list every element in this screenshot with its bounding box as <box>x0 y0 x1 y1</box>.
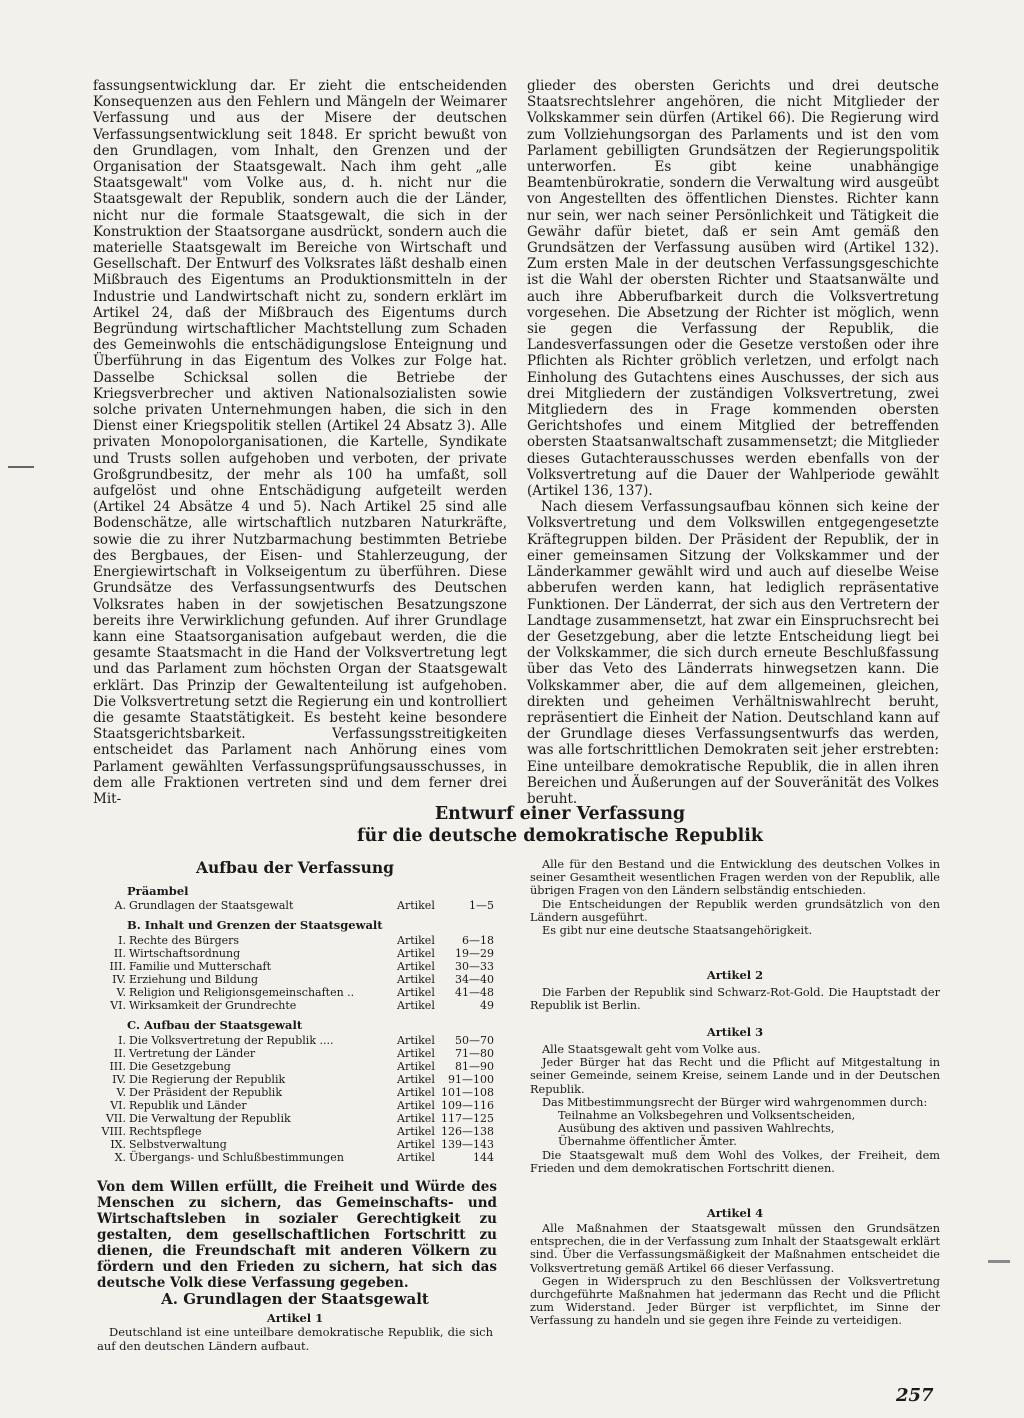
article-3-title: Artikel 3 <box>706 1025 764 1039</box>
toc-row <box>100 961 496 974</box>
list-item: Übernahme öffentlicher Ämter. <box>558 1135 737 1149</box>
toc-row-text: Familie und Mutterschaft <box>129 960 272 973</box>
toc-section-c-heading: C. Aufbau der Staatsgewalt <box>127 1018 303 1032</box>
toc-row-text: Wirtschaftsordnung <box>129 947 241 960</box>
toc-row-range: 91—100 <box>448 1073 494 1086</box>
scan-margin-mark <box>8 466 34 468</box>
article-4-body <box>530 1222 940 1328</box>
toc-row-article: Artikel <box>397 1151 435 1164</box>
toc-row-number: VI. <box>110 1099 126 1112</box>
essay-column-right <box>527 78 939 807</box>
toc-row <box>100 948 496 961</box>
toc-row-range: 6—18 <box>462 934 494 947</box>
toc-row-article: Artikel <box>397 1047 435 1060</box>
article-1-title: Artikel 1 <box>266 1311 324 1325</box>
toc-section-b-heading: B. Inhalt und Grenzen der Staatsgewalt <box>127 918 383 932</box>
page-number: 257 <box>896 1385 934 1406</box>
toc-row-number: III. <box>109 960 126 973</box>
toc-row-range: 139—143 <box>441 1138 494 1151</box>
toc-row-article: Artikel <box>397 947 435 960</box>
toc-row-article: Artikel <box>397 1138 435 1151</box>
article-paragraph: Die Staatsgewalt muß dem Wohl des Volkes, der Freiheit, dem Frieden und dem demokratischen Fortschritt dienen. <box>530 1148 940 1175</box>
toc-row-number: III. <box>109 1060 126 1073</box>
toc-row <box>100 1035 496 1048</box>
article-paragraph: Alle Staatsgewalt geht vom Volke aus. <box>542 1043 761 1056</box>
preamble-text: Von dem Willen erfüllt, die Freiheit und Würde des Menschen zu sichern, das Gemeinschafts- und Wirtschaftsleben in sozialer Gerechtigkeit zu gestalten, dem gesellschaftlichen Fortschritt zu dienen, die Freundschaft mit anderen Völkern zu fördern und den Frieden zu sichern, hat sich das deutsche Volk diese Verfassung gegeben. <box>97 1179 497 1291</box>
toc-row <box>100 1061 496 1074</box>
toc-row <box>100 1000 496 1013</box>
toc-row-range: 50—70 <box>455 1034 494 1047</box>
toc-row-number: I. <box>118 934 126 947</box>
article-paragraph: Jeder Bürger hat das Recht und die Pflicht auf Mitgestaltung in seiner Gemeinde, seinem Kreise, seinem Lande und in der Deutschen Republik. <box>530 1056 940 1096</box>
toc-title: Aufbau der Verfassung <box>196 858 394 877</box>
article-paragraph: Alle für den Bestand und die Entwicklung des deutschen Volkes in seiner Gesamtheit wesentlichen Fragen werden von der Republik, alle übrigen Fragen von den Ländern selbständig entschieden. <box>530 858 940 898</box>
essay-paragraph: fassungsentwicklung dar. Er zieht die entscheidenden Konsequenzen aus den Fehlern und Mängeln der Weimarer Verfassung und aus der Misere der deutschen Verfassungsentwicklung seit 1848. Er spricht bewußt von den Grundlagen, vom Inhalt, den Grenzen und der Organisation der Staatsgewalt. Nach ihm geht „alle Staatsgewalt" vom Volke aus, d. h. nicht nur die Staatsgewalt der Republik, sondern auch die der Länder, nicht nur die formale Staatsgewalt, die sich in der Konstruktion der Staatsorgane ausdrückt, sondern auch die materielle Staatsgewalt im Bereiche von Wirtschaft und Gesellschaft. Der Entwurf des Volksrates läßt deshalb einen Mißbrauch des Eigentums an Produktionsmitteln in der Industrie und Landwirtschaft nicht zu, sondern erklärt im Artikel 24, daß der Mißbrauch des Eigentums durch Begründung wirtschaftlicher Machtstellung zum Schaden des Gemeinwohls die entschädigungslose Enteignung und Überführung in das Eigentum des Volkes zur Folge hat. Dasselbe Schicksal sollen die Betriebe der Kriegsverbrecher und aktiven Nationalsozialisten sowie solche privaten Unternehmungen haben, die sich in den Dienst einer Kriegspolitik stellen (Artikel 24 Absatz 3). Alle privaten Monopolorganisationen, die Kartelle, Syndikate und Trusts sollen aufgehoben und verboten, der private Großgrundbesitz, der mehr als 100 ha umfaßt, soll aufgelöst und ohne Entschädigung aufgeteilt werden (Artikel 24 Absätze 4 und 5). Nach Artikel 25 sind alle Bodenschätze, alle wirtschaftlich nutzbaren Naturkräfte, sowie die zu ihrer Nutzbarmachung bestimmten Betriebe des Bergbaues, der Eisen- und Stahlerzeugung, der Energiewirtschaft in Volkseigentum zu überführen. Diese Grundsätze des Verfassungsentwurfs des Deutschen Volksrates haben in der sowjetischen Besatzungszone bereits ihre Verwirklichung gefunden. Auf ihrer Grundlage kann eine Staatsorganisation aufgebaut werden, die die gesamte Staatsmacht in die Hand der Volksvertretung legt und das Parlament zum höchsten Organ der Staatsgewalt erklärt. Das Prinzip der Gewaltenteilung ist aufgehoben. Die Volksvertretung setzt die Regierung ein und kontrolliert die gesamte Staatstätigkeit. Es besteht keine besondere Staatsgerichtsbarkeit. Verfassungsstreitigkeiten entscheidet das Parlament nach Anhörung eines vom Parlament gewählten Verfassungsprüfungsausschusses, in dem alle Fraktionen vertreten sind und dem ferner drei Mit- <box>93 78 507 807</box>
toc-row-article: Artikel <box>397 1060 435 1073</box>
toc-row-number: X. <box>114 1151 126 1164</box>
toc-row-range: 81—90 <box>455 1060 494 1073</box>
toc-row-article: Artikel <box>397 1099 435 1112</box>
toc-row-range: 34—40 <box>455 973 494 986</box>
headline-line-2: für die deutsche demokratische Republik <box>356 826 764 846</box>
toc-row-range: 30—33 <box>455 960 494 973</box>
toc-row-range: 71—80 <box>455 1047 494 1060</box>
toc-row-number: VI. <box>110 999 126 1012</box>
list-item: Teilnahme an Volksbegehren und Volksentscheiden, <box>558 1109 856 1123</box>
article-paragraph: Es gibt nur eine deutsche Staatsangehörigkeit. <box>542 924 813 938</box>
toc-row-text: Die Regierung der Republik <box>129 1073 286 1086</box>
toc-row-text: Rechtspflege <box>129 1125 202 1138</box>
article-2-title: Artikel 2 <box>706 968 764 982</box>
toc-row <box>100 1074 496 1087</box>
toc-row-range: 49 <box>480 999 494 1012</box>
toc-row-range: 109—116 <box>441 1099 494 1112</box>
toc-row-text: Die Gesetzgebung <box>129 1060 231 1073</box>
article-3-body <box>530 1043 940 1175</box>
toc-row-number: A. <box>114 899 126 912</box>
toc-row <box>100 974 496 987</box>
toc-row-range: 19—29 <box>455 947 494 960</box>
toc-row-text: Republik und Länder <box>129 1099 247 1112</box>
article-2-body <box>530 986 940 1012</box>
toc-row-text: Selbstverwaltung <box>129 1138 227 1151</box>
toc-row <box>100 1139 496 1152</box>
toc-row <box>100 900 496 913</box>
article-paragraph: Das Mitbestimmungsrecht der Bürger wird wahrgenommen durch: <box>542 1095 928 1109</box>
toc-row-number: II. <box>113 1047 126 1060</box>
toc-row-text: Vertretung der Länder <box>129 1047 256 1060</box>
toc-row-number: V. <box>116 986 126 999</box>
toc-row-text: Erziehung und Bildung <box>129 973 258 986</box>
toc-row-article: Artikel <box>397 960 435 973</box>
toc-row-article: Artikel <box>397 1073 435 1086</box>
toc-row <box>100 1126 496 1139</box>
essay-column-left <box>93 78 507 807</box>
toc-row-article: Artikel <box>397 973 435 986</box>
article-paragraph: Die Entscheidungen der Republik werden grundsätzlich von den Ländern ausgeführt. <box>530 897 940 924</box>
article-3-list <box>530 1109 940 1149</box>
toc-row-article: Artikel <box>397 1034 435 1047</box>
toc-row-text: Wirksamkeit der Grundrechte <box>129 999 297 1012</box>
toc-row <box>100 1100 496 1113</box>
toc-row-number: IX. <box>110 1138 126 1151</box>
article-paragraph: Die Farben der Republik sind Schwarz-Rot-Gold. Die Hauptstadt der Republik ist Berlin. <box>530 986 940 1013</box>
toc-row-number: IV. <box>112 973 126 986</box>
toc-row-article: Artikel <box>397 1112 435 1125</box>
toc-row-range: 1—5 <box>469 899 494 912</box>
toc-row-text: Die Verwaltung der Republik <box>129 1112 291 1125</box>
toc-row-range: 41—48 <box>455 986 494 999</box>
essay-paragraph: Nach diesem Verfassungsaufbau können sich keine der Volksvertretung und dem Volkswillen entgegengesetzte Kräftegruppen bilden. Der Präsident der Republik, der in einer gemeinsamen Sitzung der Volkskammer und der Länderkammer gewählt wird und auch auf dieselbe Weise abberufen werden kann, hat lediglich repräsentative Funktionen. Der Länderrat, der sich aus den Vertretern der Landtage zusammensetzt, hat zwar ein Einspruchsrecht bei der Gesetzgebung, aber die letzte Entscheidung liegt bei der Volkskammer, die sich durch erneute Beschlußfassung über das Veto des Länderrats hinwegsetzen kann. Die Volkskammer aber, die auf dem allgemeinen, gleichen, direkten und geheimen Verhältniswahlrecht beruht, repräsentiert die Einheit der Nation. Deutschland kann auf der Grundlage dieses Verfassungsentwurfs das werden, was alle fortschrittlichen Demokraten seit jeher erstrebten: Eine unteilbare demokratische Republik, die in allen ihren Bereichen und Äußerungen auf der Souveränität des Volkes beruht. <box>527 499 939 807</box>
toc-row <box>100 935 496 948</box>
scan-margin-mark <box>988 1260 1010 1263</box>
toc-row-article: Artikel <box>397 1125 435 1138</box>
toc-preamble: Präambel <box>127 884 189 898</box>
toc-row-article: Artikel <box>397 899 435 912</box>
toc-row-number: IV. <box>112 1073 126 1086</box>
toc-row-number: VII. <box>105 1112 126 1125</box>
article-1-continued <box>530 858 940 937</box>
toc-row <box>100 1048 496 1061</box>
toc-row-article: Artikel <box>397 986 435 999</box>
toc-row <box>100 1152 496 1165</box>
toc-row <box>100 1113 496 1126</box>
headline-line-1: Entwurf einer Verfassung <box>434 804 686 824</box>
toc-row <box>100 1087 496 1100</box>
toc-row-text: Religion und Religionsgemeinschaften .. <box>129 986 355 999</box>
article-paragraph: Gegen in Widerspruch zu den Beschlüssen der Volksvertretung durchgeführte Maßnahmen hat jedermann das Recht und die Pflicht zum Widerstand. Jeder Bürger ist verpflichtet, im Sinne der Verfassung zu handeln und sie gegen ihre Feinde zu verteidigen. <box>530 1274 940 1328</box>
toc-row-number: II. <box>113 947 126 960</box>
toc-row <box>100 987 496 1000</box>
article-4-title: Artikel 4 <box>706 1206 764 1220</box>
essay-paragraph: glieder des obersten Gerichts und drei deutsche Staatsrechtslehrer angehören, die nicht Mitglieder der Volkskammer sein dürfen (Artikel 66). Die Regierung wird zum Vollziehungsorgan des Parlaments und ist den vom Parlament gebilligten Grundsätzen der Regierungspolitik unterworfen. Es gibt keine unabhängige Beamtenbürokratie, sondern die Verwaltung wird ausgeübt von Angestellten des öffentlichen Dienstes. Richter kann nur sein, wer nach seiner Persönlichkeit und Tätigkeit die Gewähr dafür bietet, daß er sein Amt gemäß den Grundsätzen der Verfassung ausüben wird (Artikel 132). Zum ersten Male in der deutschen Verfassungsgeschichte ist die Wahl der obersten Richter und Staatsanwälte und auch ihre Abberufbarkeit durch die Volksvertretung vorgesehen. Die Absetzung der Richter ist möglich, wenn sie gegen die Verfassung der Republik, die Landesverfassungen oder die Gesetze verstoßen oder ihre Pflichten als Richter gröblich verletzen, und erfolgt nach Einholung des Gutachtens eines Auschusses, der sich aus drei Mitgliedern der zuständigen Volksvertretung, zwei Mitgliedern des in Frage kommenden obersten Gerichtshofes und einem Mitglied der betreffenden obersten Staatsanwaltschaft zusammensetzt; die Mitglieder dieses Gutachterausschusses werden ebenfalls von der Volksvertretung auf die Dauer der Wahlperiode gewählt (Artikel 136, 137). <box>527 78 939 500</box>
toc-row-number: VIII. <box>101 1125 126 1138</box>
toc-row-text: Übergangs- und Schlußbestimmungen <box>129 1151 344 1164</box>
list-item: Ausübung des aktiven und passiven Wahlrechts, <box>558 1122 835 1136</box>
toc-row-range: 126—138 <box>441 1125 494 1138</box>
toc-row-article: Artikel <box>397 999 435 1012</box>
toc-row-text: Die Volksvertretung der Republik .... <box>129 1034 334 1047</box>
toc-row-text: Der Präsident der Republik <box>129 1086 282 1099</box>
toc-row-text: Grundlagen der Staatsgewalt <box>129 899 294 912</box>
document-headline <box>200 803 920 847</box>
toc-row-number: V. <box>116 1086 126 1099</box>
article-1-text: Deutschland ist eine unteilbare demokratische Republik, die sich auf den deutschen Ländern aufbaut. <box>97 1325 493 1353</box>
toc-row-range: 117—125 <box>441 1112 494 1125</box>
toc-row-article: Artikel <box>397 1086 435 1099</box>
toc-row-range: 101—108 <box>441 1086 494 1099</box>
toc-row-text: Rechte des Bürgers <box>129 934 240 947</box>
toc-row-article: Artikel <box>397 934 435 947</box>
section-a-title: A. Grundlagen der Staatsgewalt <box>161 1290 429 1308</box>
toc-row-range: 144 <box>473 1151 494 1164</box>
article-paragraph: Alle Maßnahmen der Staatsgewalt müssen den Grundsätzen entsprechen, die in der Verfassung zum Inhalt der Staatsgewalt erklärt sind. Über die Verfassungsmäßigkeit der Maßnahmen entscheidet die Volksvertretung gemäß Artikel 66 dieser Verfassung. <box>530 1222 940 1275</box>
toc-row-number: I. <box>118 1034 126 1047</box>
